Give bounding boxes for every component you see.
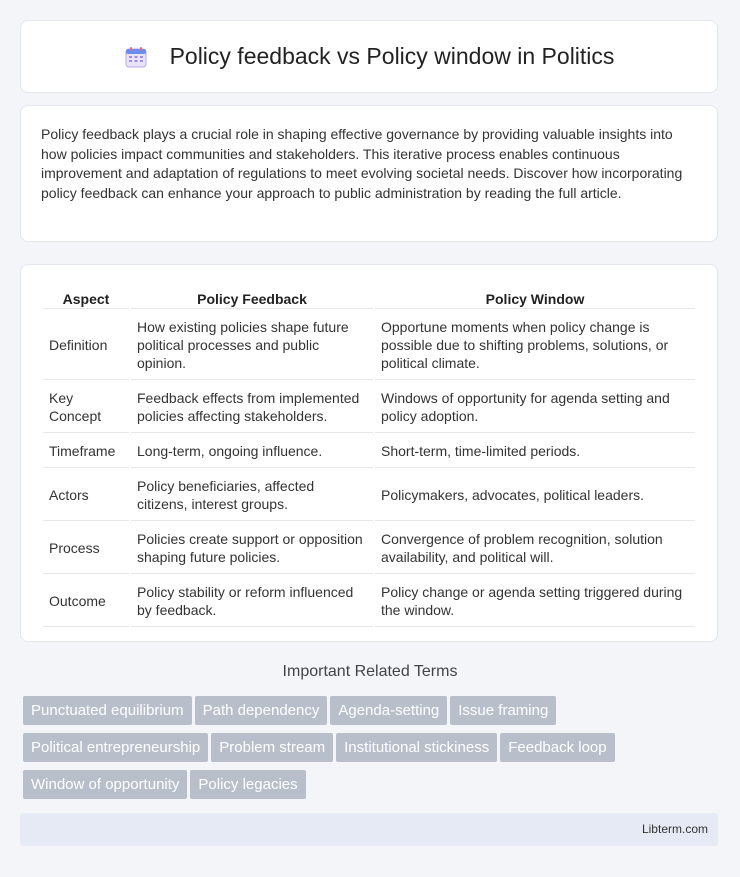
title-card: [20, 20, 718, 93]
related-term-tag[interactable]: Path dependency: [195, 696, 328, 725]
row-aspect: Timeframe: [43, 435, 129, 468]
row-policy-feedback: Policies create support or opposition shaping future policies.: [131, 523, 373, 574]
footer: [20, 813, 718, 846]
row-policy-window: Opportune moments when policy change is possible due to shifting problems, solutions, or political climate.: [375, 311, 695, 380]
header-aspect: Aspect: [43, 289, 129, 309]
header-policy-window: Policy Window: [375, 289, 695, 309]
table-row: [43, 523, 695, 574]
related-term-tag[interactable]: Policy legacies: [190, 770, 305, 799]
footer-site-link[interactable]: Libterm.com: [641, 822, 708, 836]
table-row: [43, 435, 695, 468]
row-policy-window: Convergence of problem recognition, solution availability, and political will.: [375, 523, 695, 574]
comparison-table: [41, 287, 697, 629]
comparison-card: [20, 264, 718, 642]
row-aspect: Key Concept: [43, 382, 129, 433]
related-term-tag[interactable]: Institutional stickiness: [336, 733, 497, 762]
row-policy-feedback: Policy beneficiaries, affected citizens, interest groups.: [131, 470, 373, 521]
related-terms-list: [23, 696, 723, 807]
related-term-tag[interactable]: Issue framing: [450, 696, 556, 725]
row-policy-feedback: Long-term, ongoing influence.: [131, 435, 373, 468]
row-policy-feedback: Policy stability or reform influenced by feedback.: [131, 576, 373, 627]
intro-text: Policy feedback plays a crucial role in shaping effective governance by providing valuable insights into how policies impact communities and stakeholders. This iterative process enables continuous improvement and adaptation of regulations to meet evolving societal needs. Discover how incorporating policy feedback can enhance your approach to public administration by reading the full article.: [41, 126, 683, 201]
related-term-tag[interactable]: Problem stream: [211, 733, 333, 762]
related-term-tag[interactable]: Political entrepreneurship: [23, 733, 208, 762]
page-title: Policy feedback vs Policy window in Politics: [169, 43, 615, 69]
calendar-icon: [124, 45, 148, 69]
row-policy-window: Short-term, time-limited periods.: [375, 435, 695, 468]
row-aspect: Outcome: [43, 576, 129, 627]
row-policy-feedback: Feedback effects from implemented policies affecting stakeholders.: [131, 382, 373, 433]
related-term-tag[interactable]: Feedback loop: [500, 733, 614, 762]
intro-card: [20, 105, 718, 242]
table-row: [43, 382, 695, 433]
related-terms-title: Important Related Terms: [282, 663, 458, 680]
row-policy-feedback: How existing policies shape future political processes and public opinion.: [131, 311, 373, 380]
table-row: [43, 470, 695, 521]
row-policy-window: Policy change or agenda setting triggered during the window.: [375, 576, 695, 627]
row-policy-window: Windows of opportunity for agenda setting and policy adoption.: [375, 382, 695, 433]
related-term-tag[interactable]: Window of opportunity: [23, 770, 187, 799]
header-policy-feedback: Policy Feedback: [131, 289, 373, 309]
table-header-row: [43, 289, 695, 309]
related-term-tag[interactable]: Punctuated equilibrium: [23, 696, 192, 725]
row-policy-window: Policymakers, advocates, political leaders.: [375, 470, 695, 521]
row-aspect: Process: [43, 523, 129, 574]
row-aspect: Definition: [43, 311, 129, 380]
row-aspect: Actors: [43, 470, 129, 521]
related-term-tag[interactable]: Agenda-setting: [330, 696, 447, 725]
table-row: [43, 576, 695, 627]
table-row: [43, 311, 695, 380]
